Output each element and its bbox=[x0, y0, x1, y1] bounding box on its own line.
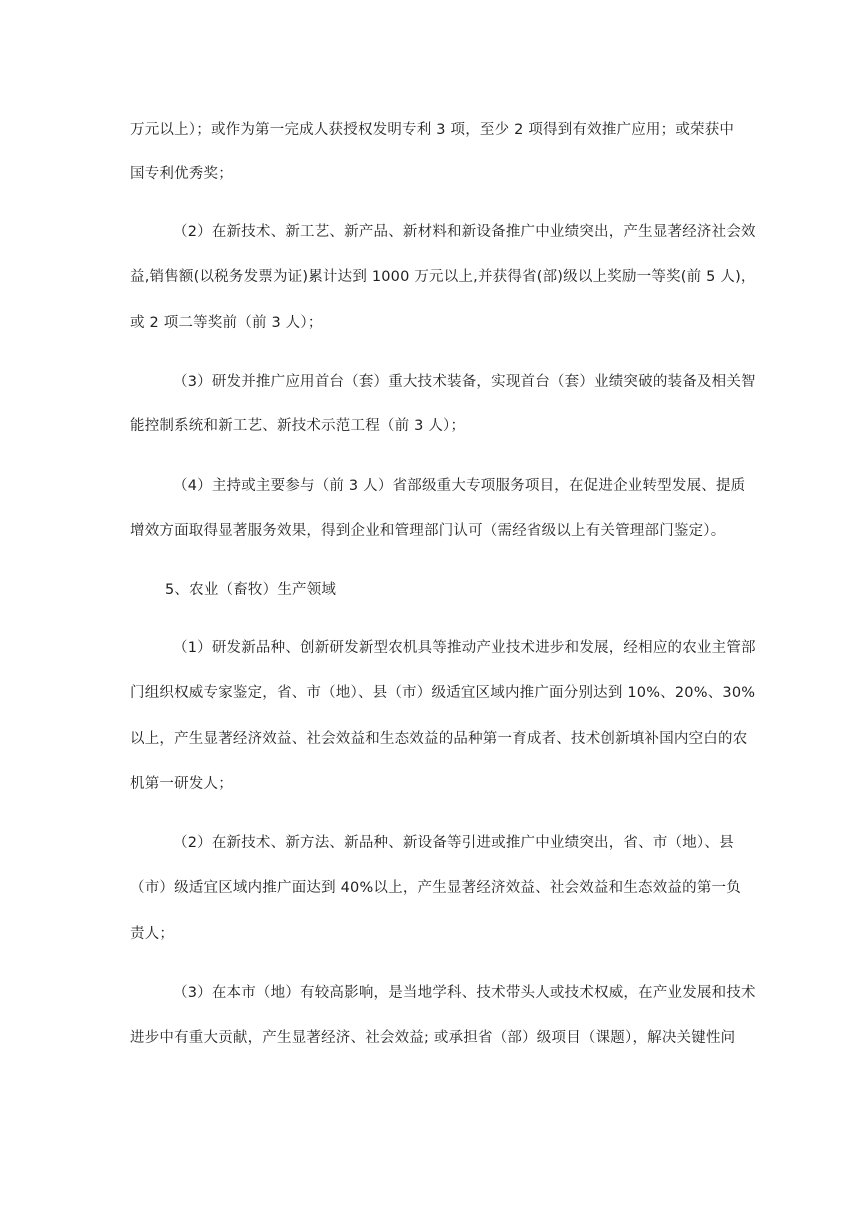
paragraph-line: （2）在新技术、新工艺、新产品、新材料和新设备推广中业绩突出，产生显著经济社会效 bbox=[173, 224, 756, 240]
paragraph-line: （市）级适宜区域内推广面达到 40%以上，产生显著经济效益、社会效益和生态效益的第一负 bbox=[130, 880, 741, 896]
paragraph-line: （1）研发新品种、创新研发新型农机具等推动产业技术进步和发展，经相应的农业主管部 bbox=[173, 640, 756, 656]
paragraph-line: 能控制系统和新工艺、新技术示范工程（前 3 人）； bbox=[130, 418, 466, 434]
paragraph-line: 门组织权威专家鉴定，省、市（地）、县（市）级适宜区域内推广面分别达到 10%、20%、30% bbox=[130, 685, 756, 701]
paragraph-line: （4）主持或主要参与（前 3 人）省部级重大专项服务项目，在促进企业转型发展、提质 bbox=[173, 478, 746, 494]
paragraph-line: 益,销售额(以税务发票为证)累计达到 1000 万元以上,并获得省(部)级以上奖励一等奖(前 5 人)， bbox=[130, 269, 756, 285]
paragraph-line: 万元以上）；或作为第一完成人获授权发明专利 3 项，至少 2 项得到有效推广应用；或荣获中 bbox=[130, 122, 735, 138]
paragraph-line: 以上，产生显著经济效益、社会效益和生态效益的品种第一育成者、技术创新填补国内空白的农 bbox=[130, 731, 748, 747]
paragraph-line: （2）在新技术、新方法、新品种、新设备等引进或推广中业绩突出，省、市（地）、县 bbox=[173, 835, 734, 851]
paragraph-line: 机第一研发人； bbox=[130, 776, 233, 792]
paragraph-line: 国专利优秀奖； bbox=[130, 166, 233, 182]
paragraph-line: （3）在本市（地）有较高影响，是当地学科、技术带头人或技术权威，在产业发展和技术 bbox=[173, 985, 756, 1001]
paragraph-line: 责人； bbox=[130, 926, 175, 942]
paragraph-line: （3）研发并推广应用首台（套）重大技术装备，实现首台（套）业绩突破的装备及相关智 bbox=[173, 374, 756, 390]
section-heading: 5、农业（畜牧）生产领域 bbox=[165, 582, 337, 598]
paragraph-line: 增效方面取得显著服务效果，得到企业和管理部门认可（需经省级以上有关管理部门鉴定）。 bbox=[130, 523, 726, 539]
paragraph-line: 或 2 项二等奖前（前 3 人）； bbox=[130, 315, 323, 331]
paragraph-line: 进步中有重大贡献，产生显著经济、社会效益; 或承担省（部）级项目（课题），解决关键性问 bbox=[130, 1030, 736, 1046]
